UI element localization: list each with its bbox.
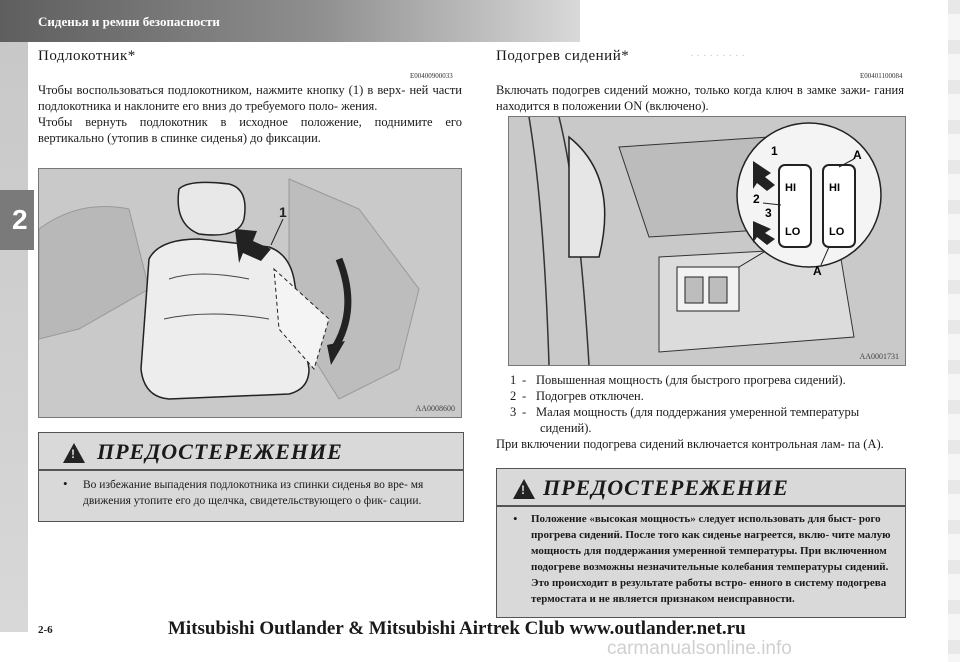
legend-text-2: Подогрев отключен. xyxy=(536,389,644,403)
watermark: carmanualsonline.info xyxy=(607,638,792,659)
seat-heater-warning-text: Положение «высокая мощность» следует использовать для быст- рого прогрева сидений. После того как сиденье нагреется, вклю- чите малую мощность для поддержания умеренной температуры. При включенном подогреве возможны незначительные колебания температуры сидений. Это происходит в результате работы встро- енного в систему подогрева термостата и не является признаком неисправности. xyxy=(531,513,891,605)
seat-heater-title: Подогрев сидений* xyxy=(496,48,630,64)
heater-callout-1: 1 xyxy=(771,144,778,158)
armrest-text-1: Чтобы воспользоваться подлокотником, нажмите кнопку (1) в верх- ней части подлокотника и наклоните его вниз до требуемого поло- жения. xyxy=(38,83,462,113)
armrest-text-2: Чтобы вернуть подлокотник в исходное положение, поднимите его вертикально (утопив в спинке сиденья) до фиксации. xyxy=(38,115,462,145)
side-margin-bar xyxy=(0,42,28,632)
armrest-warning-text: Во избежание выпадения подлокотника из спинки сиденья во вре- мя движения утопите его до щелчка, свидетельствующего о фик- сации. xyxy=(83,479,424,507)
seat-heater-illustration xyxy=(509,117,905,365)
armrest-warning-bullet: • xyxy=(63,476,68,491)
armrest-paragraph-1 xyxy=(38,82,462,146)
legend-num-1: 1 xyxy=(510,373,517,387)
left-switch-hi-label: HI xyxy=(785,182,796,194)
seat-heater-warning-box xyxy=(496,468,906,618)
right-switch-lo-label: LO xyxy=(829,226,845,238)
page-edge-bleed xyxy=(948,0,960,662)
armrest-figure xyxy=(38,168,462,418)
armrest-illustration xyxy=(39,169,461,417)
seat-heater-paragraph: Включать подогрев сидений можно, только когда ключ в замке зажи- гания находится в положении ON (включено). xyxy=(496,83,904,113)
legend-dash-1: - xyxy=(522,373,527,387)
legend-dash-3: - xyxy=(522,405,527,419)
right-switch-hi-label: HI xyxy=(829,182,840,194)
heater-callout-2: 2 xyxy=(753,192,760,206)
legend-dash-2: - xyxy=(522,389,527,403)
warning-icon xyxy=(513,479,535,499)
seat-heater-figure-code: AA0001731 xyxy=(859,352,899,361)
indicator-lamp-note: При включении подогрева сидений включается контрольная лам- па (А). xyxy=(496,437,884,451)
armrest-figure-code: AA0008600 xyxy=(415,404,455,413)
warning-icon xyxy=(63,443,85,463)
armrest-warning-title: ПРЕДОСТЕРЕЖЕНИЕ xyxy=(97,439,343,464)
armrest-code: E00400900033 xyxy=(410,72,453,80)
legend-text-3-cont: сидений). xyxy=(540,421,592,435)
seat-heater-warning-bullet: • xyxy=(513,511,518,526)
page-number: 2-6 xyxy=(38,624,53,636)
section-header-title: Сиденья и ремни безопасности xyxy=(38,14,220,29)
heater-callout-3: 3 xyxy=(765,206,772,220)
armrest-callout-1: 1 xyxy=(279,204,287,220)
legend-text-3: Малая мощность (для поддержания умеренной температуры xyxy=(536,405,860,419)
seat-heater-figure xyxy=(508,116,906,366)
armrest-warning-box xyxy=(38,432,464,522)
left-switch-lo-label: LO xyxy=(785,226,801,238)
legend-num-3: 3 xyxy=(510,405,517,419)
lamp-callout-top: A xyxy=(853,148,862,162)
legend-num-2: 2 xyxy=(510,389,517,403)
armrest-title: Подлокотник* xyxy=(38,48,136,64)
legend-text-1: Повышенная мощность (для быстрого прогрева сидений). xyxy=(536,373,846,387)
chapter-tab-number: 2 xyxy=(12,204,28,235)
seat-heater-warning-title: ПРЕДОСТЕРЕЖЕНИЕ xyxy=(543,475,789,500)
bleed-through-text: · · · · · · · · · xyxy=(690,50,745,62)
club-footer: Mitsubishi Outlander & Mitsubishi Airtrek Club www.outlander.net.ru xyxy=(168,618,746,639)
seat-heater-code: E00401100084 xyxy=(860,72,903,80)
lamp-callout-bottom: A xyxy=(813,264,822,278)
